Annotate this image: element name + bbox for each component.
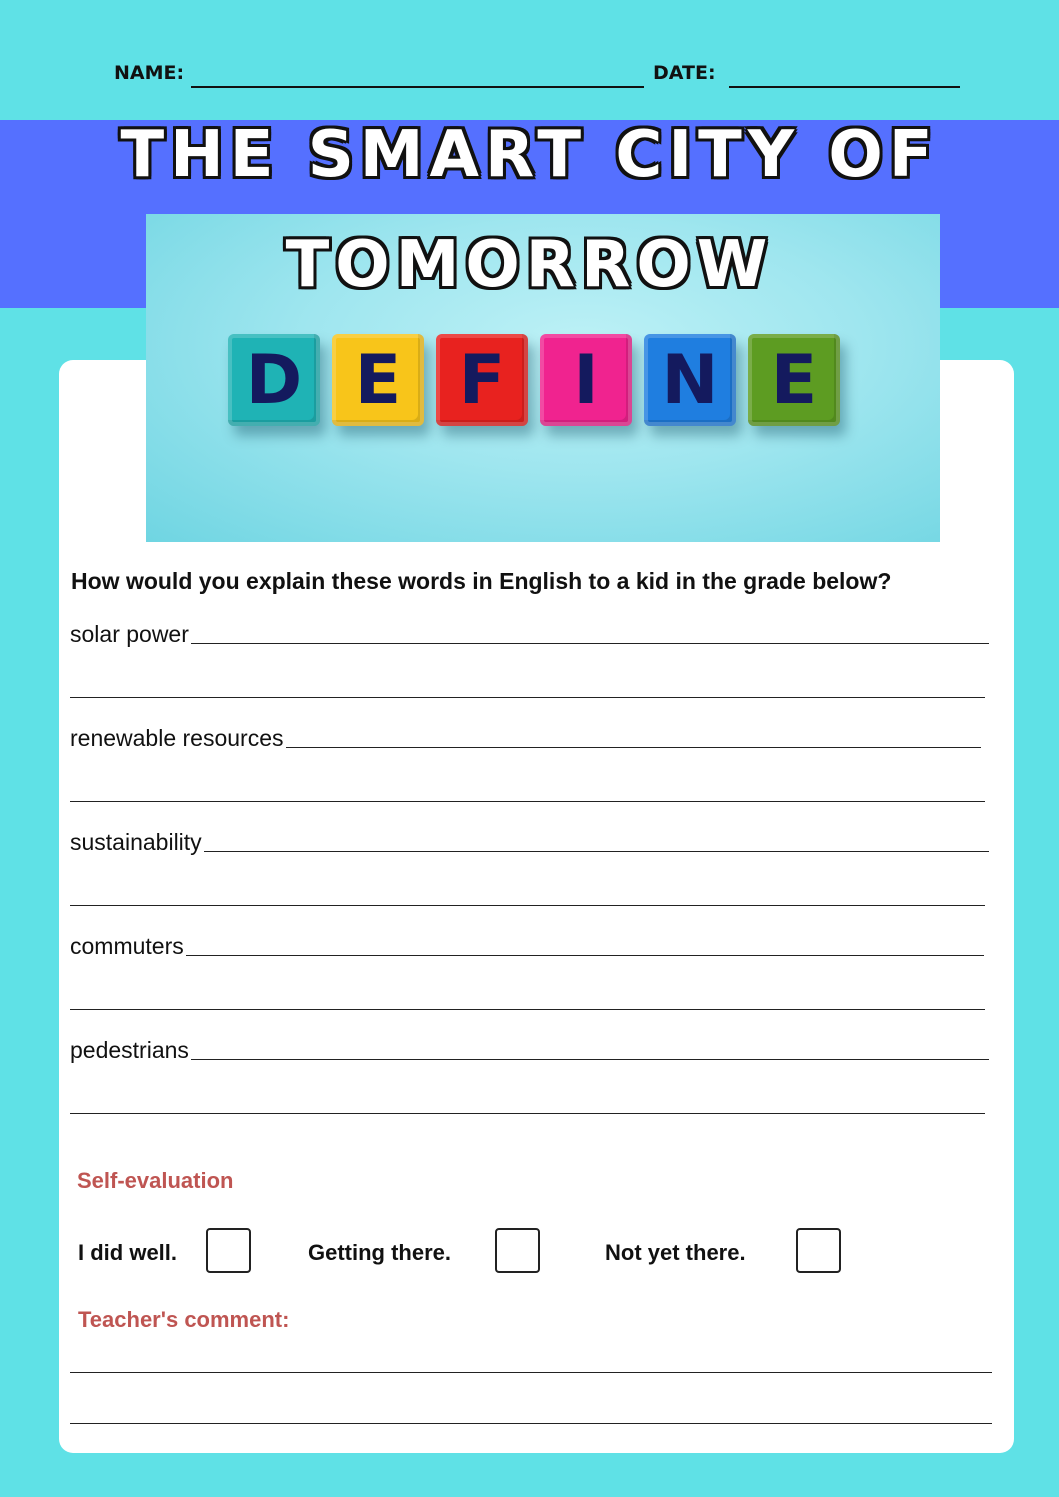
answer-line[interactable]	[70, 1113, 985, 1114]
letter-block: D	[228, 334, 320, 426]
answer-line[interactable]	[186, 955, 984, 956]
self-evaluation-heading: Self-evaluation	[77, 1168, 234, 1193]
comment-line[interactable]	[70, 1423, 992, 1424]
term-row-solar-power	[70, 618, 989, 648]
term-label: commuters	[70, 933, 184, 959]
date-label: DATE:	[653, 62, 716, 84]
getting-there-checkbox[interactable]	[495, 1228, 540, 1273]
answer-line[interactable]	[191, 643, 989, 644]
name-label: NAME:	[114, 62, 185, 84]
comment-line[interactable]	[70, 1372, 992, 1373]
term-label: renewable resources	[70, 725, 284, 751]
letter-block: I	[540, 334, 632, 426]
answer-line[interactable]	[204, 851, 989, 852]
letter-block: E	[748, 334, 840, 426]
letter-block: E	[332, 334, 424, 426]
eval-option-label: Not yet there.	[605, 1240, 746, 1265]
term-row-sustainability	[70, 826, 989, 856]
term-label: solar power	[70, 621, 189, 647]
term-row-pedestrians	[70, 1034, 989, 1064]
letter-block: F	[436, 334, 528, 426]
answer-line[interactable]	[70, 905, 985, 906]
answer-line[interactable]	[191, 1059, 989, 1060]
term-row-commuters	[70, 930, 984, 960]
answer-line[interactable]	[70, 801, 985, 802]
answer-line[interactable]	[286, 747, 981, 748]
term-label: sustainability	[70, 829, 202, 855]
worksheet-question: How would you explain these words in English to a kid in the grade below?	[71, 568, 892, 594]
answer-line[interactable]	[70, 697, 985, 698]
term-label: pedestrians	[70, 1037, 189, 1063]
name-date-row	[114, 58, 964, 92]
answer-line[interactable]	[70, 1009, 985, 1010]
not-yet-there-checkbox[interactable]	[796, 1228, 841, 1273]
term-row-renewable-resources	[70, 722, 981, 752]
letter-block: N	[644, 334, 736, 426]
did-well-checkbox[interactable]	[206, 1228, 251, 1273]
letter-blocks	[228, 334, 848, 430]
name-field-line[interactable]	[191, 86, 644, 88]
date-field-line[interactable]	[729, 86, 960, 88]
eval-option-label: I did well.	[78, 1240, 178, 1265]
teacher-comment-heading: Teacher's comment:	[78, 1307, 290, 1332]
title-line-2: TOMORROW	[285, 228, 774, 302]
title-line-1: THE SMART CITY OF	[120, 118, 939, 192]
eval-option-label: Getting there.	[308, 1240, 452, 1265]
